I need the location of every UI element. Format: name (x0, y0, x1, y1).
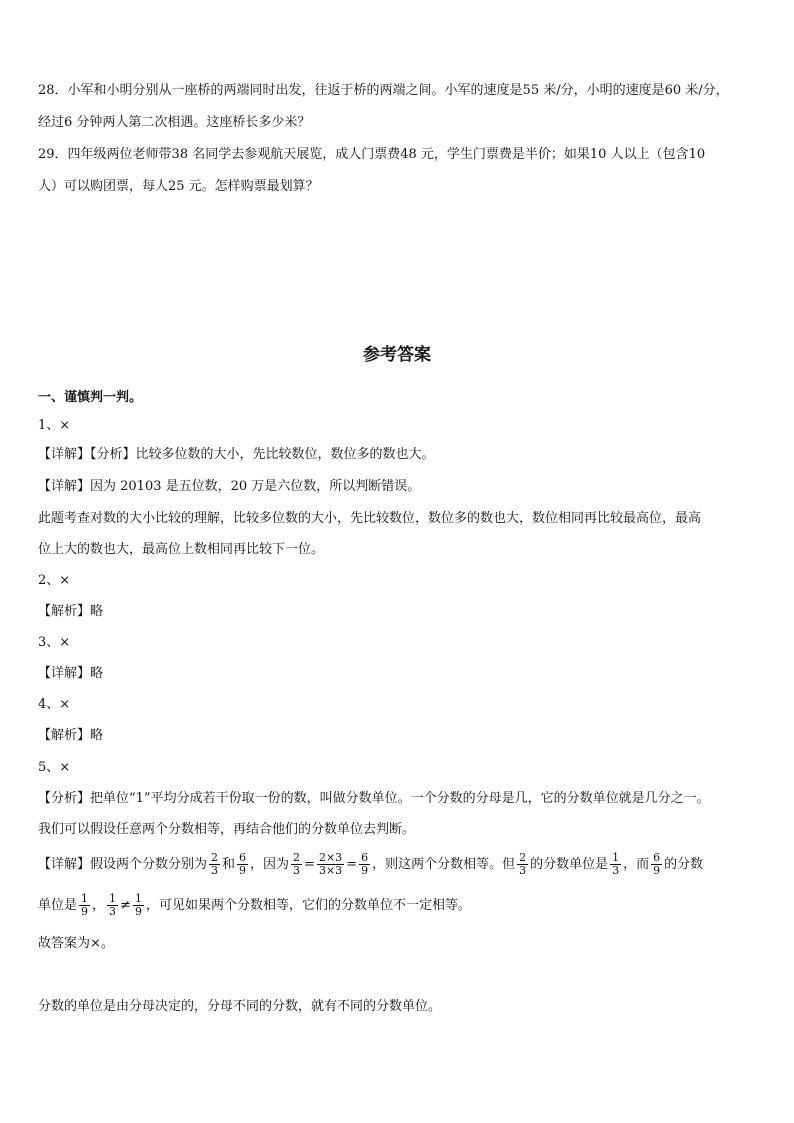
fraction (133, 893, 144, 918)
denominator: 9 (361, 864, 369, 877)
denominator: 9 (239, 864, 247, 877)
answer-1-analysis: 【详解】【分析】比较多位数的大小，先比较数位，数位多的数也大。 (38, 447, 435, 462)
answer-5-detail-line1 (38, 851, 703, 879)
answer-5-mark: 5、× (38, 760, 71, 775)
denominator: 3 (293, 864, 301, 877)
fraction (291, 852, 302, 877)
numerator: 2 (519, 851, 527, 864)
numerator: 6 (653, 851, 661, 864)
answer-3-text: 【详解】略 (38, 666, 104, 681)
answer-3-mark: 3、× (38, 635, 71, 650)
answer-5-analysis-line1: 【分析】把单位“1”平均分成若干份取一份的数，叫做分数单位。一个分数的分母是几，它的分数单位就是几分之一。 (38, 791, 710, 806)
answer-5-summary: 分数的单位是由分母决定的，分母不同的分数，就有不同的分数单位。 (38, 999, 442, 1014)
numerator: 6 (239, 851, 247, 864)
answer-2-mark: 2、× (38, 573, 71, 588)
answer-5-conclusion: 故答案为×。 (38, 936, 114, 951)
detail-text: ， (92, 898, 106, 913)
detail-text: 单位是 (38, 898, 78, 913)
denominator: 3 (211, 864, 219, 877)
numerator: 2 (293, 851, 301, 864)
equals-sign: = (304, 857, 315, 872)
fraction (209, 852, 220, 877)
answer-1-note-line1: 此题考查对数的大小比较的理解，比较多位数的大小，先比较数位，数位多的数也大，数位相同再比较最高位，最高 (38, 511, 702, 526)
numerator: 1 (81, 892, 89, 905)
fraction (107, 893, 118, 918)
equals-sign: = (346, 857, 358, 872)
answer-1-mark: 1、× (38, 418, 71, 433)
answer-4-mark: 4、× (38, 697, 71, 712)
fraction (79, 893, 90, 918)
numerator: 1 (109, 892, 117, 905)
denominator: 3 (612, 864, 620, 877)
numerator: 2×3 (318, 851, 343, 864)
numerator: 6 (361, 851, 369, 864)
answer-1-detail: 【详解】因为 20103 是五位数，20 万是六位数，所以判断错误。 (38, 479, 421, 494)
fraction (651, 852, 662, 877)
fraction (237, 852, 248, 877)
denominator: 3 (519, 864, 527, 877)
question-28-line2: 经过6 分钟两人第二次相遇。这座桥长多少米？ (38, 115, 311, 130)
numerator: 1 (612, 851, 620, 864)
detail-text: ，而 (623, 857, 650, 872)
not-equal-sign: ≠ (120, 898, 131, 913)
denominator: 3×3 (318, 864, 343, 877)
section-heading: 一、谨慎判一判。 (38, 390, 143, 405)
denominator: 9 (81, 905, 89, 918)
detail-text: ，则这两个分数相等。但 (372, 857, 516, 872)
question-29-line2: 人）可以购团票，每人25 元。怎样购票最划算？ (38, 179, 319, 194)
numerator: 1 (134, 892, 142, 905)
answer-2-text: 【解析】略 (38, 604, 104, 619)
fraction (610, 852, 621, 877)
denominator: 3 (109, 905, 117, 918)
fraction (317, 852, 344, 877)
detail-text: 和 (222, 857, 236, 872)
question-28-line1: 28．小军和小明分别从一座桥的两端同时出发，往返于桥的两端之间。小军的速度是55 米/分，小明的速度是60 米/分， (38, 83, 729, 98)
numerator: 2 (211, 851, 219, 864)
fraction (517, 852, 528, 877)
answer-1-note-line2: 位上大的数也大，最高位上数相同再比较下一位。 (38, 542, 325, 557)
detail-text: 【详解】假设两个分数分别为 (38, 857, 208, 872)
detail-text: ，因为 (250, 857, 290, 872)
detail-text: ，可见如果两个分数相等，它们的分数单位不一定相等。 (145, 898, 471, 913)
denominator: 9 (134, 905, 142, 918)
answer-4-text: 【解析】略 (38, 728, 104, 743)
question-29-line1: 29．四年级两位老师带38 名同学去参观航天展览，成人门票费48 元，学生门票费是半价；如果10 人以上（包含10 (38, 147, 706, 162)
answer-5-analysis-line2: 我们可以假设任意两个分数相等，再结合他们的分数单位去判断。 (38, 822, 416, 837)
answer-5-detail-line2 (38, 892, 471, 920)
detail-text: 的分数单位是 (530, 857, 609, 872)
detail-text: 的分数 (664, 857, 704, 872)
denominator: 9 (653, 864, 661, 877)
fraction (359, 852, 370, 877)
answers-title: 参考答案 (363, 345, 431, 365)
